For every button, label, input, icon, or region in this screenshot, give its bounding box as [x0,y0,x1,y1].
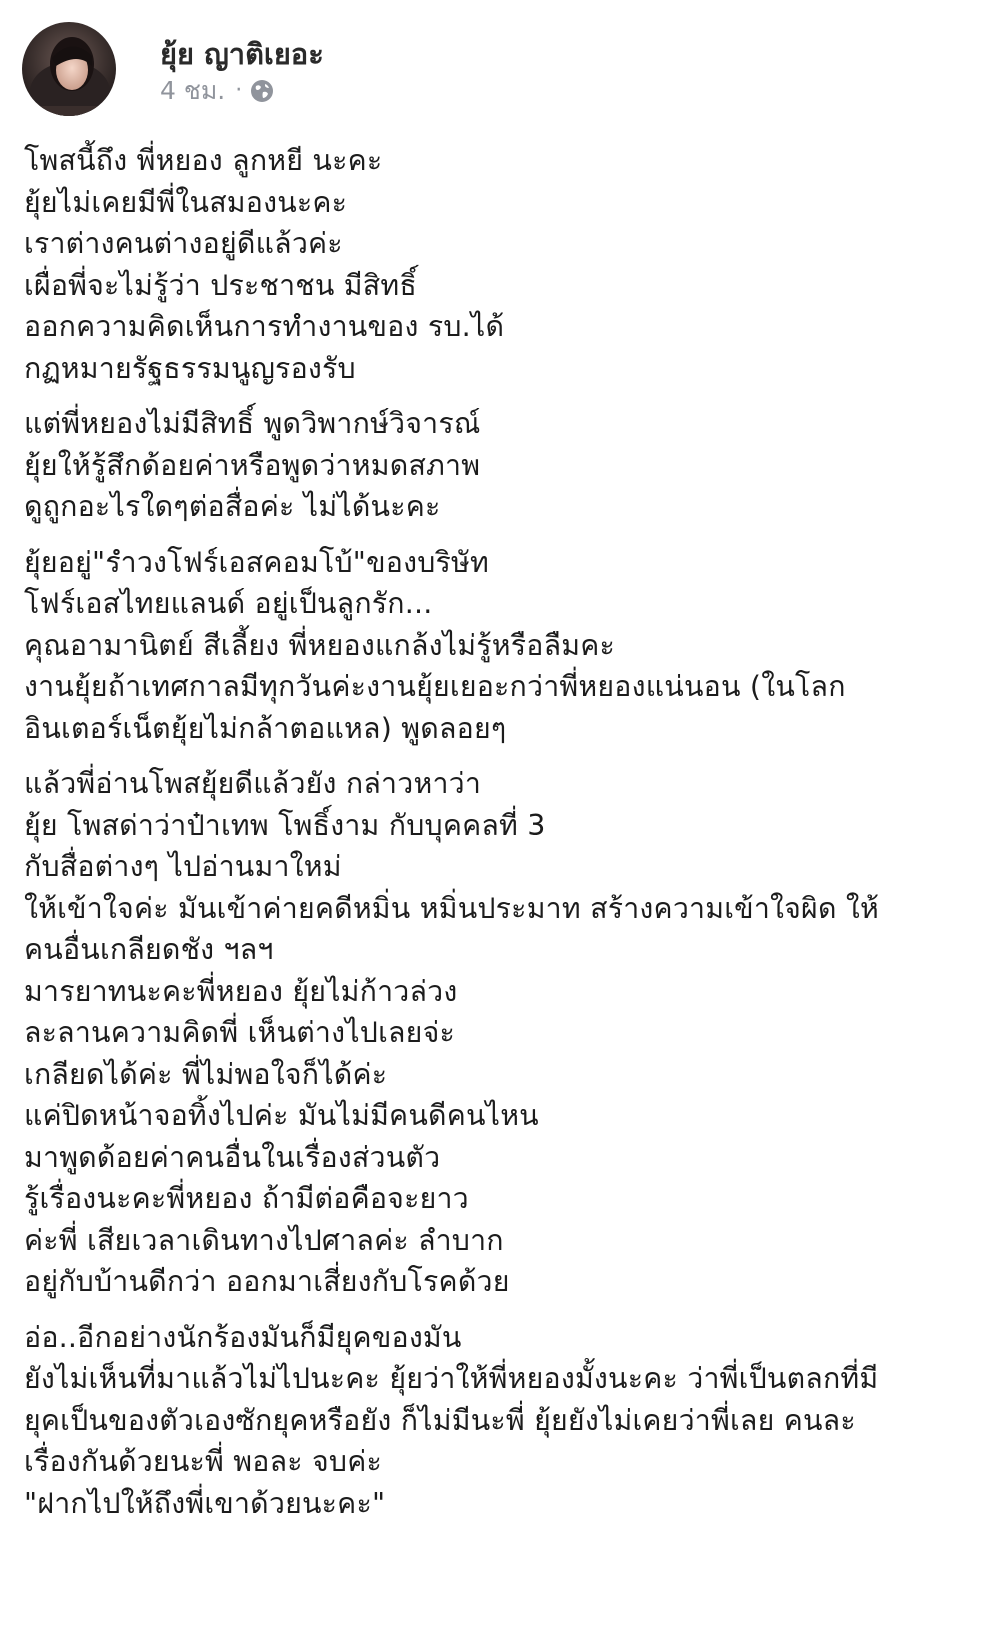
post-text-line: แต่พี่หยองไม่มีสิทธิ์ พูดวิพากษ์วิจารณ์ [24,407,481,440]
post-text-line: เรื่องกันด้วยนะพี่ พอละ จบค่ะ [24,1445,382,1478]
post-text-line: ยุ้ยให้รู้สึกด้อยค่าหรือพูดว่าหมดสภาพ [24,448,481,482]
post-text-line: "ฝากไปให้ถึงพี่เขาด้วยนะคะ" [24,1486,386,1520]
post-paragraph [24,403,974,528]
post-text-line: ให้เข้าใจค่ะ มันเข้าค่ายคดีหมิ่น หมิ่นประมาท สร้างความเข้าใจผิด ให้ [24,891,880,925]
post-text-line: ยุ้ย โพสด่าว่าป๋าเทพ โพธิ์งาม กับบุคคลที่ 3 [24,808,546,842]
post-paragraph [24,1317,974,1525]
post-text-line: คุณอามานิตย์ สีเลี้ยง พี่หยองแกล้งไม่รู้หรือลืมคะ [24,628,616,662]
post-text-line: ยุคเป็นของตัวเองซักยุคหรือยัง ก็ไม่มีนะพี่ ยุ้ยยังไม่เคยว่าพี่เลย คนละ [24,1403,856,1437]
avatar[interactable] [22,22,116,116]
post-meta [160,36,324,106]
post-subline [160,76,324,106]
post-paragraph [24,763,974,1303]
post-text-line: งานยุ้ยถ้าเทศกาลมีทุกวันค่ะงานยุ้ยเยอะกว่าพี่หยองแน่นอน (ในโลก [24,670,846,703]
post-text-line: อินเตอร์เน็ตยุ้ยไม่กล้าตอแหล) พูดลอยๆ [24,711,507,745]
post-text-line: รู้เรื่องนะคะพี่หยอง ถ้ามีต่อคือจะยาว [24,1182,469,1215]
post-text-line: คนอื่นเกลียดชัง ฯลฯ [24,933,274,966]
post-text-line: อยู่กับบ้านดีกว่า ออกมาเสี่ยงกับโรคด้วย [24,1265,510,1298]
post-text-line: อ่อ..อีกอย่างนักร้องมันก็มียุคของมัน [24,1320,462,1354]
post-text-line: โฟร์เอสไทยแลนด์ อยู่เป็นลูกรัก... [24,587,433,620]
profile-photo [22,22,116,116]
post-text-line: เกลียดได้ค่ะ พี่ไม่พอใจก็ได้ค่ะ [24,1057,388,1091]
author-name[interactable]: ยุ้ย ญาติเยอะ [160,37,324,71]
post-text-line: ยังไม่เห็นที่มาแล้วไม่ไปนะคะ ยุ้ยว่าให้พี่หยองมั้งนะคะ ว่าพี่เป็นตลกที่มี [24,1362,879,1395]
globe-icon[interactable] [250,79,274,103]
post-text-line: โพสนี้ถึง พี่หยอง ลูกหยี นะคะ [24,144,383,177]
post-text-line: แล้วพี่อ่านโพสยุ้ยดีแล้วยัง กล่าวหาว่า [24,767,482,800]
post-text-line: แค่ปิดหน้าจอทิ้งไปค่ะ มันไม่มีคนดีคนไหน [24,1099,539,1132]
post-text-line: ดูถูกอะไรใดๆต่อสื่อค่ะ ไม่ได้นะคะ [24,490,441,523]
post-paragraph [24,542,974,750]
post-timestamp[interactable]: 4 ชม. [160,76,226,105]
post-text-line: ค่ะพี่ เสียเวลาเดินทางไปศาลค่ะ ลำบาก [24,1223,504,1257]
post-text [24,140,974,1538]
post-text-line: เผื่อพี่จะไม่รู้ว่า ประชาชน มีสิทธิ์ [24,268,417,302]
post-text-line: มาพูดด้อยค่าคนอื่นในเรื่องส่วนตัว [24,1140,441,1174]
post-text-line: เราต่างคนต่างอยู่ดีแล้วค่ะ [24,227,343,260]
post-text-line: ยุ้ยอยู่"รำวงโฟร์เอสคอมโบ้"ของบริษัท [24,545,489,579]
post-text-line: กฏหมายรัฐธรรมนูญรองรับ [24,351,356,385]
post-text-line: กับสื่อต่างๆ ไปอ่านมาใหม่ [24,850,342,883]
post-text-line: ยุ้ยไม่เคยมีพี่ในสมองนะคะ [24,185,348,219]
separator-dot: · [235,78,243,103]
post-text-line: ละลานความคิดพี่ เห็นต่างไปเลยจ่ะ [24,1016,455,1049]
post-header [22,22,324,118]
post-text-line: ออกความคิดเห็นการทำงานของ รบ.ได้ [24,310,505,343]
post-paragraph [24,140,974,389]
post-text-line: มารยาทนะคะพี่หยอง ยุ้ยไม่ก้าวล่วง [24,974,458,1008]
